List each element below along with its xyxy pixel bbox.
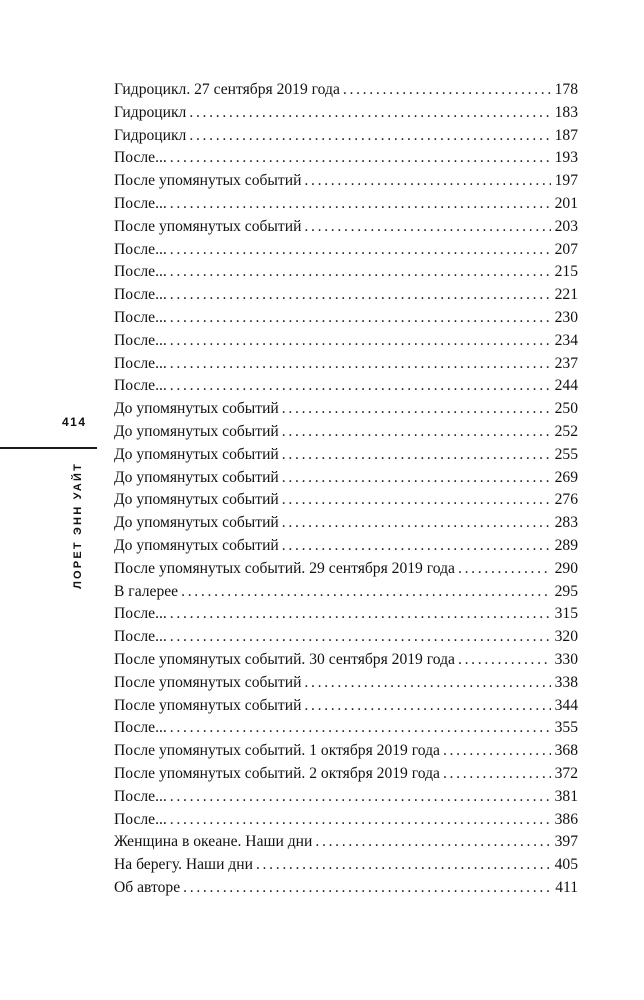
- toc-entry-page: 203: [554, 217, 578, 235]
- toc-dot-leader: [170, 147, 551, 170]
- toc-entry-title: После упомянутых событий. 2 октября 2019 года: [114, 764, 440, 782]
- toc-entry-page: 215: [554, 263, 578, 281]
- toc-entry-title: До упомянутых событий: [114, 491, 279, 509]
- toc-entry-title: После...: [114, 377, 167, 395]
- toc-dot-leader: [443, 740, 551, 763]
- toc-entry: [114, 330, 578, 353]
- toc-entry: [114, 695, 578, 718]
- toc-entry-title: После упомянутых событий. 29 сентября 2019 года: [114, 559, 455, 577]
- toc-entry: [114, 740, 578, 763]
- toc-dot-leader: [170, 603, 551, 626]
- toc-entry-page: 276: [554, 491, 578, 509]
- toc-entry-title: После...: [114, 194, 167, 212]
- toc-dot-leader: [170, 261, 551, 284]
- toc-entry: [114, 398, 578, 421]
- toc-entry-title: После...: [114, 149, 167, 167]
- toc-entry-page: 405: [554, 856, 578, 874]
- toc-entry-title: После...: [114, 354, 167, 372]
- toc-entry-title: После...: [114, 286, 167, 304]
- toc-dot-leader: [170, 239, 551, 262]
- toc-entry-title: После...: [114, 787, 167, 805]
- toc-entry-page: 269: [554, 468, 578, 486]
- toc-entry: [114, 877, 578, 900]
- toc-entry-page: 386: [554, 810, 578, 828]
- toc-entry: [114, 535, 578, 558]
- toc-dot-leader: [170, 330, 551, 353]
- toc-entry-page: 244: [554, 377, 578, 395]
- toc-entry-title: После...: [114, 308, 167, 326]
- toc-entry: [114, 284, 578, 307]
- toc-entry-page: 221: [554, 286, 578, 304]
- toc-entry: [114, 261, 578, 284]
- toc-entry-title: После...: [114, 628, 167, 646]
- toc-dot-leader: [458, 649, 551, 672]
- toc-entry-page: 355: [554, 719, 578, 737]
- toc-entry-title: После...: [114, 810, 167, 828]
- toc-entry: [114, 147, 578, 170]
- toc-dot-leader: [282, 489, 551, 512]
- toc-entry-title: Женщина в океане. Наши дни: [114, 833, 313, 851]
- toc-entry: [114, 79, 578, 102]
- table-of-contents: [114, 79, 578, 900]
- toc-entry-title: До упомянутых событий: [114, 445, 279, 463]
- toc-entry: [114, 102, 578, 125]
- toc-entry: [114, 193, 578, 216]
- toc-entry-title: До упомянутых событий: [114, 468, 279, 486]
- toc-dot-leader: [189, 102, 550, 125]
- toc-dot-leader: [282, 512, 551, 535]
- toc-entry-page: 283: [554, 514, 578, 532]
- toc-dot-leader: [304, 170, 550, 193]
- toc-entry-page: 290: [554, 559, 578, 577]
- toc-entry-page: 230: [554, 308, 578, 326]
- toc-entry: [114, 353, 578, 376]
- toc-entry-page: 411: [555, 878, 578, 896]
- toc-entry: [114, 489, 578, 512]
- toc-entry: [114, 831, 578, 854]
- toc-entry: [114, 444, 578, 467]
- toc-entry-title: До упомянутых событий: [114, 422, 279, 440]
- toc-entry: [114, 603, 578, 626]
- toc-entry: [114, 581, 578, 604]
- toc-entry-page: 197: [554, 172, 578, 190]
- toc-entry: [114, 809, 578, 832]
- toc-entry-page: 193: [554, 149, 578, 167]
- toc-dot-leader: [170, 284, 551, 307]
- toc-entry-title: До упомянутых событий: [114, 400, 279, 418]
- toc-dot-leader: [170, 307, 551, 330]
- toc-dot-leader: [304, 216, 550, 239]
- toc-entry-title: После упомянутых событий: [114, 172, 302, 190]
- running-head-author: ЛОРЕТ ЭНН УАЙТ: [72, 462, 84, 589]
- toc-dot-leader: [282, 535, 551, 558]
- toc-entry-page: 344: [554, 696, 578, 714]
- toc-entry-page: 330: [554, 650, 578, 668]
- toc-dot-leader: [282, 444, 551, 467]
- toc-entry-page: 187: [554, 126, 578, 144]
- toc-dot-leader: [304, 672, 550, 695]
- toc-entry: [114, 558, 578, 581]
- toc-entry-title: После...: [114, 719, 167, 737]
- toc-entry-page: 201: [554, 194, 578, 212]
- toc-entry: [114, 717, 578, 740]
- toc-dot-leader: [304, 695, 550, 718]
- toc-dot-leader: [170, 809, 551, 832]
- toc-dot-leader: [282, 467, 551, 490]
- toc-entry: [114, 125, 578, 148]
- toc-entry-title: После упомянутых событий. 30 сентября 2019 года: [114, 650, 455, 668]
- toc-entry-title: Гидроцикл: [114, 103, 187, 121]
- toc-entry: [114, 170, 578, 193]
- toc-entry-page: 207: [554, 240, 578, 258]
- toc-entry: [114, 512, 578, 535]
- toc-entry-title: Об авторе: [114, 878, 181, 896]
- toc-entry-title: После...: [114, 605, 167, 623]
- toc-entry-title: Гидроцикл: [114, 126, 187, 144]
- toc-entry-title: После...: [114, 240, 167, 258]
- toc-entry-title: После упомянутых событий: [114, 673, 302, 691]
- toc-entry: [114, 467, 578, 490]
- toc-entry-page: 368: [554, 742, 578, 760]
- toc-dot-leader: [181, 581, 551, 604]
- page-number: 414: [62, 415, 87, 429]
- toc-entry-title: До упомянутых событий: [114, 514, 279, 532]
- toc-entry-page: 250: [554, 400, 578, 418]
- toc-entry-page: 252: [554, 422, 578, 440]
- toc-entry: [114, 854, 578, 877]
- toc-dot-leader: [458, 558, 551, 581]
- toc-dot-leader: [170, 786, 551, 809]
- toc-entry: [114, 626, 578, 649]
- toc-dot-leader: [170, 626, 551, 649]
- toc-dot-leader: [443, 763, 551, 786]
- toc-entry-page: 255: [554, 445, 578, 463]
- toc-dot-leader: [183, 877, 551, 900]
- toc-entry-title: После...: [114, 263, 167, 281]
- toc-entry-page: 183: [554, 103, 578, 121]
- toc-entry: [114, 421, 578, 444]
- page-margin: [0, 0, 100, 1000]
- toc-entry-title: После упомянутых событий: [114, 696, 302, 714]
- toc-dot-leader: [315, 831, 550, 854]
- toc-entry-title: На берегу. Наши дни: [114, 856, 253, 874]
- toc-dot-leader: [256, 854, 551, 877]
- toc-entry-title: После...: [114, 331, 167, 349]
- toc-entry-page: 381: [554, 787, 578, 805]
- toc-entry: [114, 307, 578, 330]
- toc-entry-page: 289: [554, 536, 578, 554]
- toc-entry-page: 320: [554, 628, 578, 646]
- toc-entry: [114, 375, 578, 398]
- toc-entry-title: До упомянутых событий: [114, 536, 279, 554]
- toc-dot-leader: [170, 375, 551, 398]
- toc-entry-page: 397: [554, 833, 578, 851]
- toc-entry-title: После упомянутых событий: [114, 217, 302, 235]
- toc-entry-title: В галерее: [114, 582, 179, 600]
- toc-entry: [114, 763, 578, 786]
- toc-dot-leader: [170, 353, 551, 376]
- toc-dot-leader: [189, 125, 550, 148]
- toc-entry-page: 178: [554, 81, 578, 98]
- toc-entry-page: 295: [554, 582, 578, 600]
- toc-entry-page: 338: [554, 673, 578, 691]
- toc-entry-page: 234: [554, 331, 578, 349]
- toc-dot-leader: [170, 717, 551, 740]
- toc-entry: [114, 786, 578, 809]
- toc-entry-page: 372: [554, 764, 578, 782]
- toc-dot-leader: [282, 421, 551, 444]
- toc-dot-leader: [170, 193, 551, 216]
- toc-entry-page: 315: [554, 605, 578, 623]
- toc-entry-title: Гидроцикл. 27 сентября 2019 года: [114, 81, 340, 98]
- toc-entry: [114, 239, 578, 262]
- toc-entry: [114, 649, 578, 672]
- toc-entry-page: 237: [554, 354, 578, 372]
- toc-entry: [114, 216, 578, 239]
- margin-rule: [0, 447, 97, 449]
- toc-entry-title: После упомянутых событий. 1 октября 2019 года: [114, 742, 440, 760]
- toc-dot-leader: [343, 79, 551, 102]
- toc-dot-leader: [282, 398, 551, 421]
- toc-entry: [114, 672, 578, 695]
